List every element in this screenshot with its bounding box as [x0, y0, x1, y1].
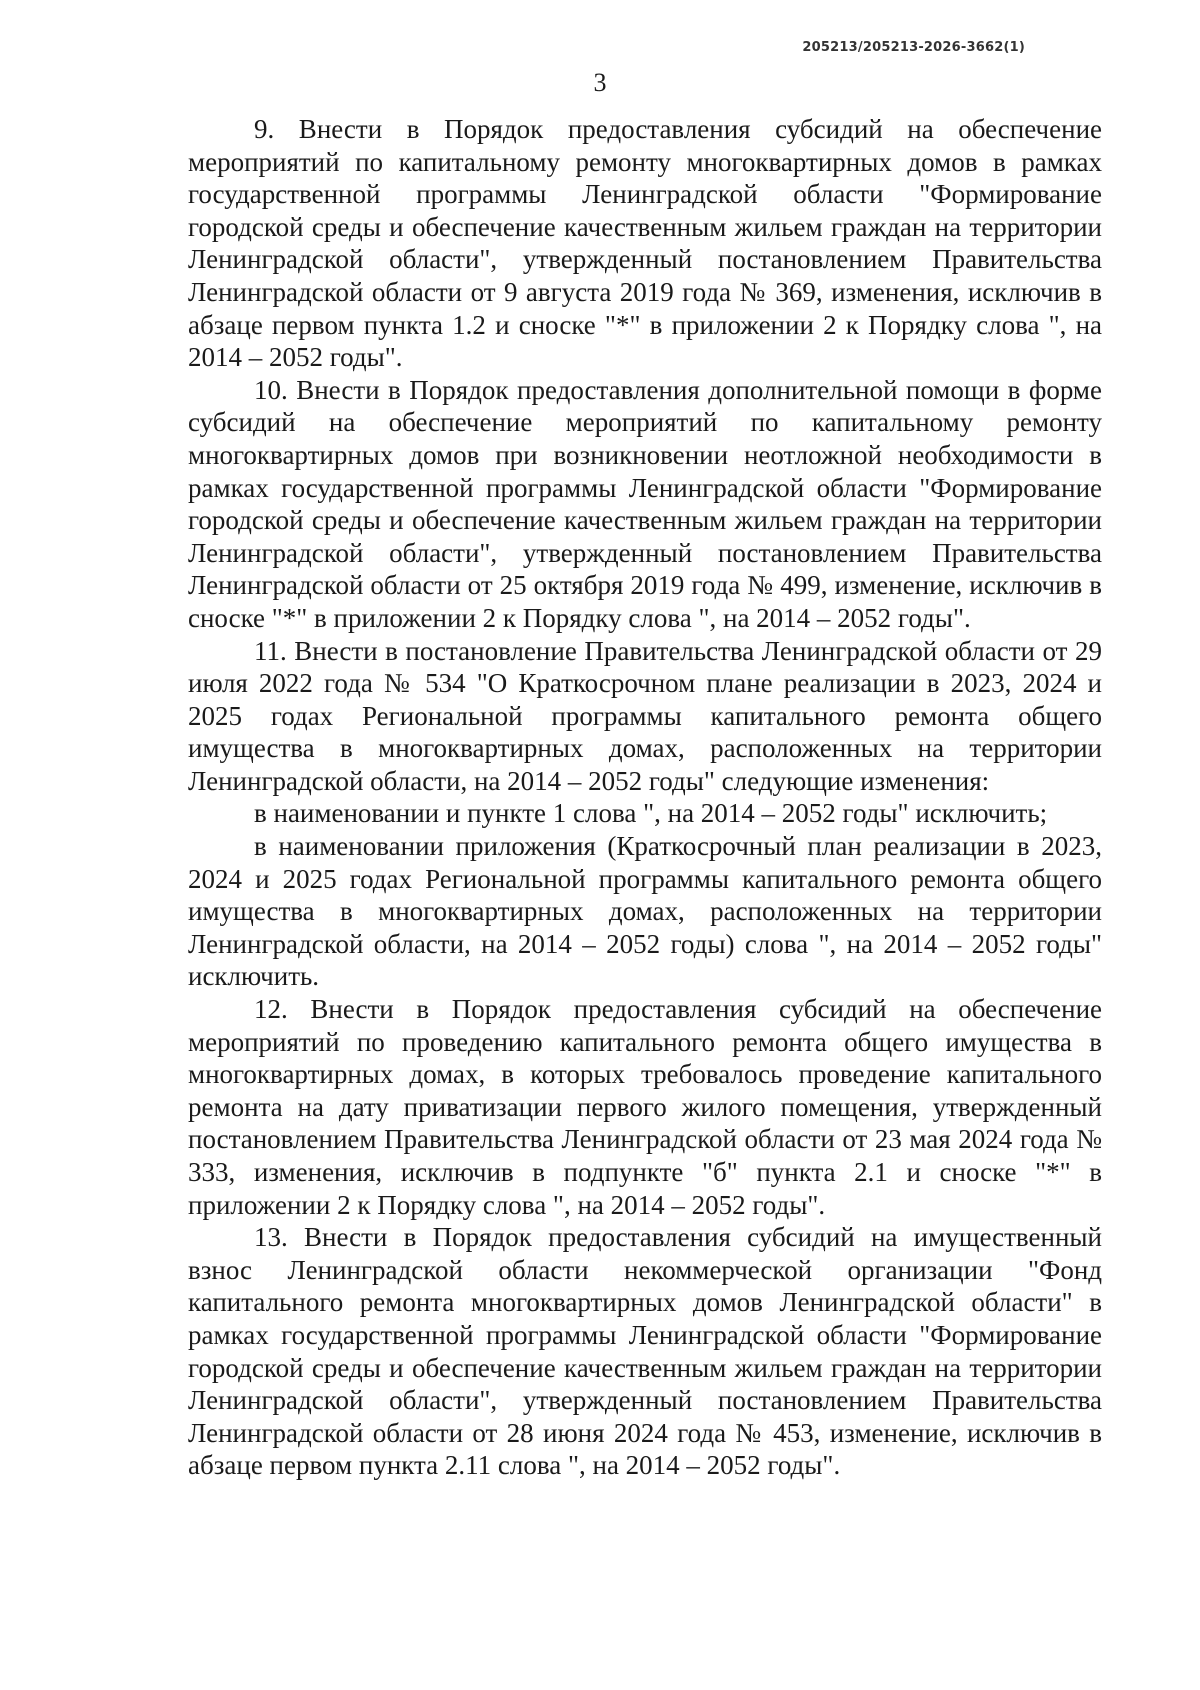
paragraph-item-9: 9. Внести в Порядок предоставления субсидий на обеспечение мероприятий по капитальному ремонту многоквартирных домов в рамках государственной программы Ленинградской области "Формирование городской среды и обеспечение качественным жильем граждан на территории Ленинградской области", утвержденный постановлением Правительства Ленинградской области от 9 августа 2019 года № 369, изменения, исключив в абзаце первом пункта 1.2 и сноске "*" в приложении 2 к Порядку слова ", на 2014 – 2052 годы".: [188, 114, 1102, 373]
page-number: 3: [593, 68, 607, 97]
paragraph-item-11-sub-2: в наименовании приложения (Краткосрочный план реализации в 2023, 2024 и 2025 годах Региональной программы капитального ремонта общего имущества в многоквартирных домах, расположенных на территории Ленинградской области, на 2014 – 2052 годы) слова ", на 2014 – 2052 годы" исключить.: [188, 831, 1102, 992]
paragraph-item-12: 12. Внести в Порядок предоставления субсидий на обеспечение мероприятий по проведению капитального ремонта общего имущества в многоквартирных домах, в которых требовалось проведение капитального ремонта на дату приватизации первого жилого помещения, утвержденный постановлением Правительства Ленинградской области от 23 мая 2024 года № 333, изменения, исключив в подпункте "б" пункта 2.1 и сноске "*" в приложении 2 к Порядку слова ", на 2014 – 2052 годы".: [188, 994, 1102, 1220]
paragraph-item-11-sub-1: в наименовании и пункте 1 слова ", на 2014 – 2052 годы" исключить;: [254, 798, 1048, 829]
paragraph-item-11: 11. Внести в постановление Правительства Ленинградской области от 29 июля 2022 года № 534 "О Краткосрочном плане реализации в 2023, 2024 и 2025 годах Региональной программы капитального ремонта общего имущества в многоквартирных домах, расположенных на территории Ленинградской области, на 2014 – 2052 годы" следующие изменения:: [188, 635, 1102, 796]
document-id: 205213/205213-2026-3662(1): [802, 40, 1025, 55]
document-body: [188, 113, 1102, 1482]
paragraph-item-10: 10. Внести в Порядок предоставления дополнительной помощи в форме субсидий на обеспечение мероприятий по капитальному ремонту многоквартирных домов при возникновении неотложной необходимости в рамках государственной программы Ленинградской области "Формирование городской среды и обеспечение качественным жильем граждан на территории Ленинградской области", утвержденный постановлением Правительства Ленинградской области от 25 октября 2019 года № 499, изменение, исключив в сноске "*" в приложении 2 к Порядку слова ", на 2014 – 2052 годы".: [188, 374, 1102, 633]
paragraph-item-13: 13. Внести в Порядок предоставления субсидий на имущественный взнос Ленинградской области некоммерческой организации "Фонд капитального ремонта многоквартирных домов Ленинградской области" в рамках государственной программы Ленинградской области "Формирование городской среды и обеспечение качественным жильем граждан на территории Ленинградской области", утвержденный постановлением Правительства Ленинградской области от 28 июня 2024 года № 453, изменение, исключив в абзаце первом пункта 2.11 слова ", на 2014 – 2052 годы".: [188, 1222, 1102, 1481]
